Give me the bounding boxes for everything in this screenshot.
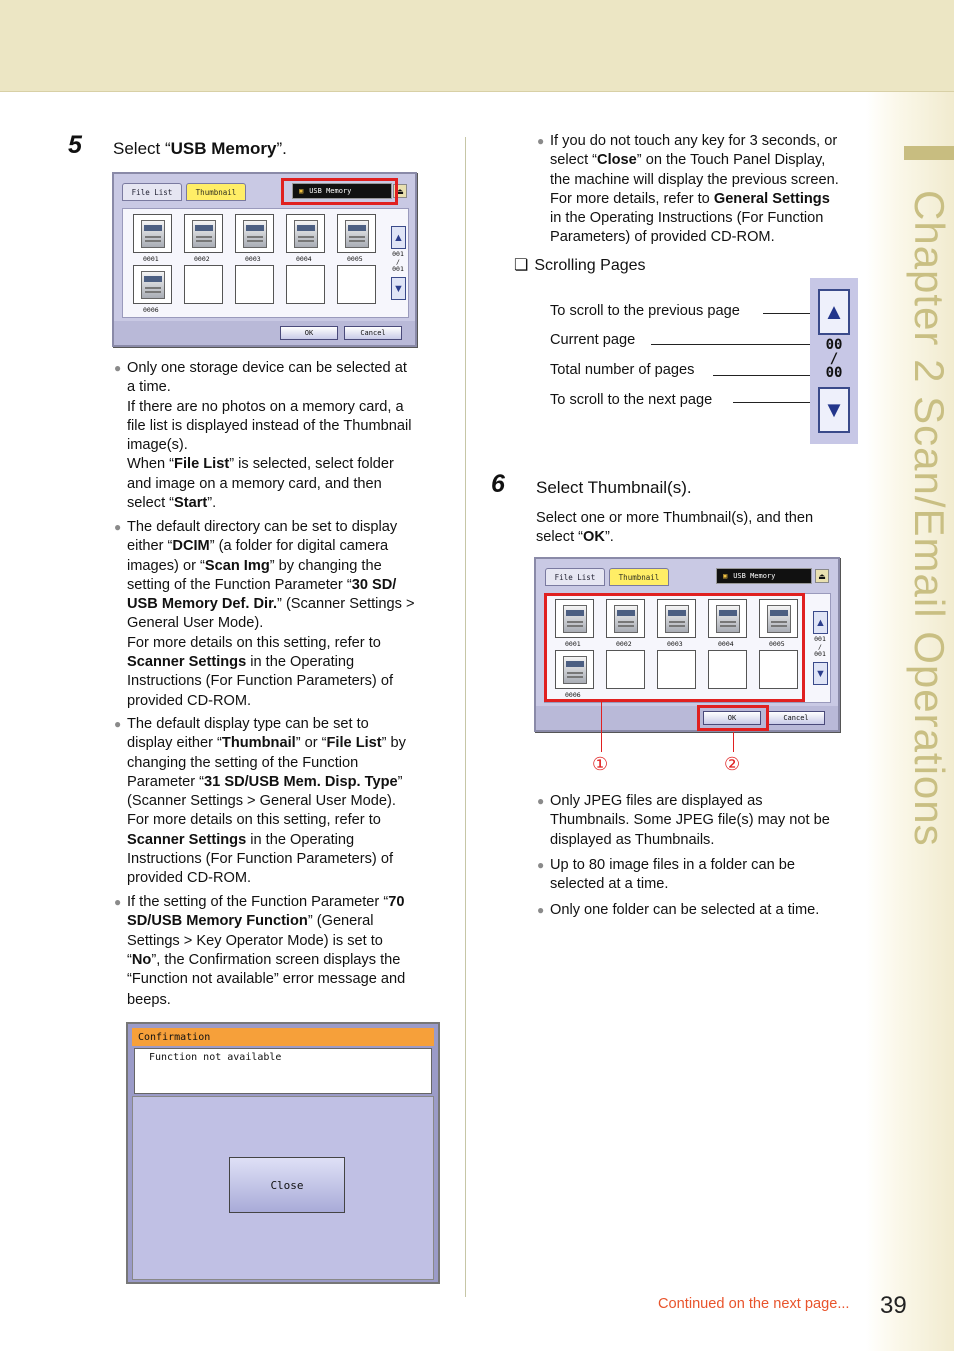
thumbnail-panel <box>122 208 409 318</box>
button-bar <box>114 321 415 345</box>
usb-eject-icon[interactable]: ⏏ <box>815 569 829 583</box>
close-button[interactable]: Close <box>229 1157 345 1213</box>
highlight-usb-memory <box>281 178 398 205</box>
checkbox-icon: ❏ <box>514 257 529 274</box>
scroll-down-arrow-icon[interactable]: ▼ <box>813 662 828 685</box>
usb-memory-label: USB Memory <box>309 187 352 195</box>
thumbnail-0006[interactable] <box>133 265 172 304</box>
highlight-ok-button <box>697 705 769 731</box>
leader-line <box>763 313 817 314</box>
thumbnail-label: 0006 <box>565 691 581 699</box>
note-bullet-one-folder: ● Only one folder can be selected at a time. <box>537 901 867 920</box>
thumbnail-label: 0004 <box>296 255 312 263</box>
tab-thumbnail[interactable]: Thumbnail <box>186 183 246 201</box>
scroll-up-arrow-icon[interactable]: ▲ <box>813 611 828 634</box>
thumbnail-label: 0004 <box>718 640 734 648</box>
thumbnail-0004[interactable] <box>286 214 325 253</box>
thumbnail-0002[interactable] <box>184 214 223 253</box>
leader-line <box>733 402 817 403</box>
note-bullet-storage: ● Only one storage device can be selected at a time. If there are no photos on a memory card, a file list is displayed instead of the Thumbnail image(s). When “File List” is selected, select folder and image on a memory card, and then select “Start”. <box>114 359 454 513</box>
leader-line <box>713 375 823 376</box>
thumbnail-empty <box>184 265 223 304</box>
cancel-button[interactable]: Cancel <box>767 711 825 725</box>
usb-memory-screen <box>112 172 417 347</box>
note-bullet-timeout: ● If you do not touch any key for 3 seconds, or select “Close” on the Touch Panel Display, the machine will display the previous screen. For more details, refer to General Settings in the Operating Instructions (For Function Parameters) of provided CD-ROM. <box>537 132 867 248</box>
callout-line-1 <box>601 702 602 752</box>
chapter-title: Chapter 2 Scan/Email Operations <box>906 190 953 847</box>
top-banner <box>0 0 954 92</box>
thumbnail-label: 0003 <box>245 255 261 263</box>
label-total-pages: Total number of pages <box>550 362 695 378</box>
chapter-tab-marker <box>904 146 954 160</box>
thumbnail-empty <box>337 265 376 304</box>
select-thumbnail-screen <box>534 557 840 732</box>
thumbnail-label: 0002 <box>194 255 210 263</box>
cancel-button[interactable]: Cancel <box>344 326 402 340</box>
label-scroll-previous: To scroll to the previous page <box>550 303 740 319</box>
thumbnail-0003[interactable] <box>235 214 274 253</box>
callout-line-2 <box>733 732 734 752</box>
leader-line <box>651 344 823 345</box>
scroll-up-arrow-icon[interactable]: ▲ <box>391 226 406 249</box>
scroll-up-arrow-icon[interactable]: ▲ <box>818 289 850 335</box>
confirmation-title: Confirmation <box>132 1028 434 1046</box>
button-bar <box>536 706 838 730</box>
page-indicator: 001 / 001 <box>392 250 404 273</box>
ok-button[interactable]: OK <box>280 326 338 340</box>
page-number: 39 <box>880 1292 907 1319</box>
folder-icon: ▣ <box>723 572 728 580</box>
highlight-thumbnail-area <box>544 593 805 702</box>
legend-page-indicator: 00 / 00 <box>825 337 843 381</box>
usb-memory-label: USB Memory <box>733 572 776 580</box>
thumbnail-label: 0001 <box>143 255 159 263</box>
page-indicator: 001 / 001 <box>814 635 826 658</box>
scroll-down-arrow-icon[interactable]: ▼ <box>391 277 406 300</box>
thumbnail-label: 0005 <box>347 255 363 263</box>
note-bullet-default-directory: ● The default directory can be set to display either “DCIM” (a folder for digital camera images) or “Scan Img” by changing the setting of the Function Parameter “30 SD/ USB Memory Def. Dir.” (Scanner Settings > General User Mode). For more details on this setting, refer to Scanner Settings in the Operating Instructions (For Function Parameters) of provided CD-ROM. <box>114 518 454 711</box>
thumbnail-empty <box>286 265 325 304</box>
note-bullet-display-type: ● The default display type can be set to display either “Thumbnail” or “File List” by changing the setting of the Function Parameter “31 SD/USB Mem. Disp. Type” (Scanner Settings > General User Mode). For more details on this setting, refer to Scanner Settings in the Operating Instructions (For Function Parameters) of provided CD-ROM. <box>114 715 454 889</box>
confirmation-body <box>132 1096 434 1280</box>
folder-icon: ▣ <box>299 187 304 195</box>
usb-eject-icon[interactable]: ⏏ <box>393 184 407 198</box>
thumbnail-label: 0006 <box>143 306 159 314</box>
label-current-page: Current page <box>550 332 636 348</box>
thumbnail-label: 0001 <box>565 640 581 648</box>
column-divider <box>465 137 466 1297</box>
confirmation-screen <box>126 1022 440 1284</box>
thumbnail-0001[interactable] <box>133 214 172 253</box>
tab-file-list[interactable]: File List <box>122 183 182 201</box>
step-6-instruction: Select Thumbnail(s). <box>536 478 692 497</box>
note-bullet-80-files: ● Up to 80 image files in a folder can be selected at a time. <box>537 856 867 895</box>
note-bullet-jpeg: ● Only JPEG files are displayed as Thumbnails. Some JPEG file(s) may not be displayed as Thumbnails. <box>537 792 867 850</box>
label-scroll-next: To scroll to the next page <box>550 392 713 408</box>
ok-button[interactable]: OK <box>703 711 761 725</box>
continued-notice: Continued on the next page... <box>658 1296 850 1312</box>
scrolling-pages-heading: ❏ Scrolling Pages <box>514 257 646 274</box>
scroll-legend-panel <box>810 278 858 444</box>
thumbnail-label: 0002 <box>616 640 632 648</box>
callout-marker-2: ② <box>724 754 741 774</box>
tab-file-list[interactable]: File List <box>545 568 605 586</box>
thumbnail-label: 0005 <box>769 640 785 648</box>
step-6-description: Select one or more Thumbnail(s), and then select “OK”. <box>536 510 814 546</box>
scroll-down-arrow-icon[interactable]: ▼ <box>818 387 850 433</box>
usb-memory-selector[interactable] <box>716 568 812 584</box>
note-bullet-function-70: ● If the setting of the Function Parameter “70 SD/USB Memory Function” (General Settings > Key Operator Mode) is set to “No”, the Confirmation screen displays the “Function not available” error message and beeps. <box>114 893 454 1011</box>
thumbnail-0005[interactable] <box>337 214 376 253</box>
tab-thumbnail[interactable]: Thumbnail <box>609 568 669 586</box>
callout-marker-1: ① <box>592 754 609 774</box>
step-5-number: 5 <box>68 131 82 159</box>
thumbnail-empty <box>235 265 274 304</box>
step-5-instruction: Select “USB Memory”. <box>113 139 287 158</box>
thumbnail-label: 0003 <box>667 640 683 648</box>
step-6-number: 6 <box>491 470 505 498</box>
confirmation-message: Function not available <box>134 1048 432 1094</box>
